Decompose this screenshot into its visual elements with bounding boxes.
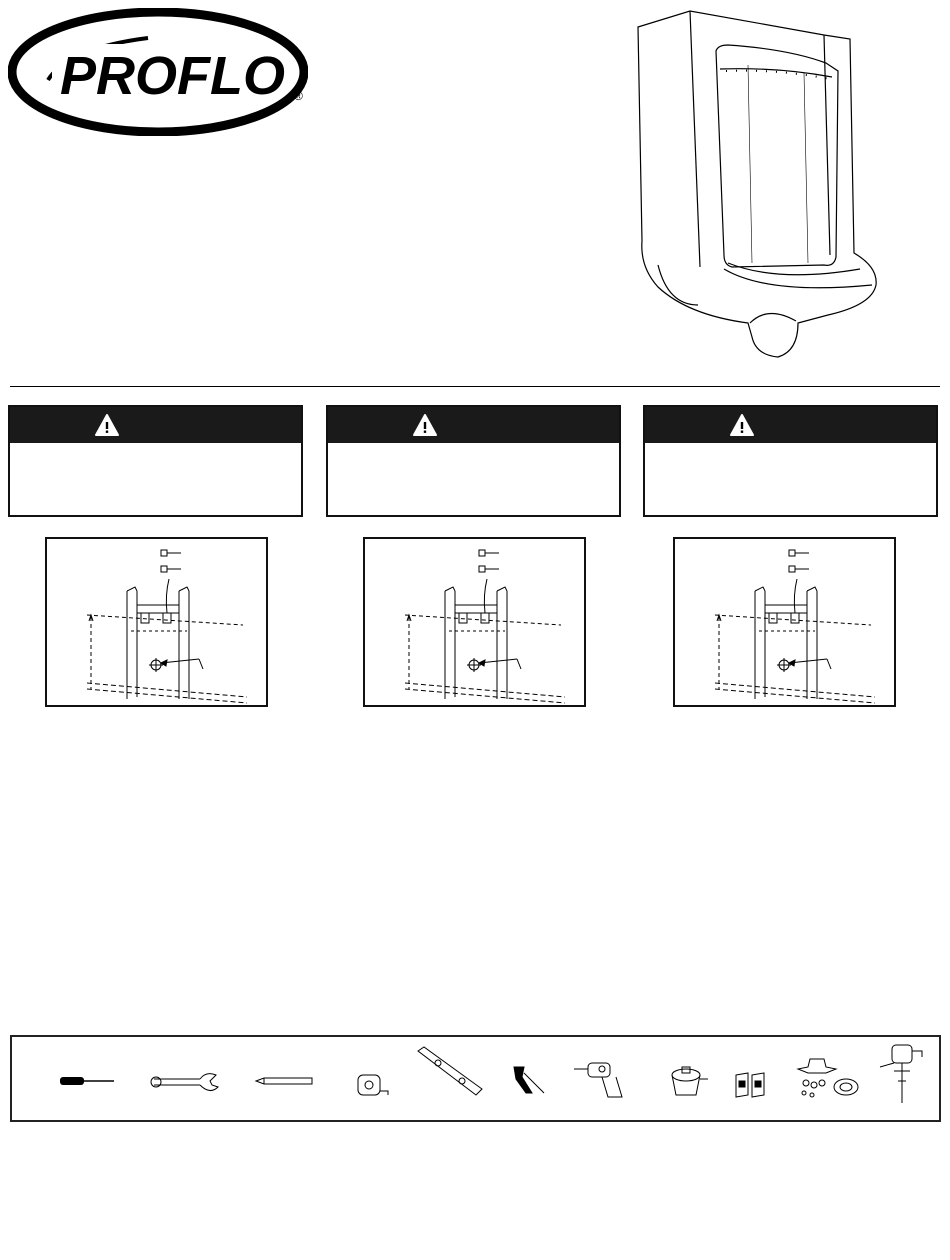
warning-triangle-icon <box>729 413 755 437</box>
screw-icon <box>161 566 181 572</box>
screw-icon <box>789 550 809 556</box>
framing-figure-2 <box>363 537 586 707</box>
warning-box-1 <box>8 405 303 517</box>
tools-box <box>10 1035 941 1122</box>
faucet-part-icon <box>666 1065 710 1101</box>
warning-header <box>328 407 619 443</box>
screw-icon <box>479 550 499 556</box>
wrench-icon <box>150 1071 220 1093</box>
warning-header <box>10 407 301 443</box>
registered-mark: ® <box>294 89 303 103</box>
pencil-icon <box>254 1076 316 1086</box>
proflo-logo <box>8 8 308 136</box>
warning-body <box>645 443 936 513</box>
warning-body <box>10 443 301 513</box>
screwdriver-icon <box>58 1075 116 1087</box>
urinal-illustration <box>628 5 883 365</box>
logo-text: PROFLO <box>60 46 285 106</box>
drill-icon <box>572 1057 628 1103</box>
tape-measure-icon <box>356 1073 390 1099</box>
framing-figure-1 <box>45 537 268 707</box>
hacksaw-icon <box>508 1063 548 1097</box>
level-icon <box>414 1045 486 1099</box>
spud-kit-icon <box>796 1053 866 1103</box>
warning-box-2 <box>326 405 621 517</box>
warning-header <box>645 407 936 443</box>
screw-icon <box>161 550 181 556</box>
warning-body <box>328 443 619 513</box>
flush-valve-icon <box>878 1041 926 1105</box>
warning-triangle-icon <box>94 413 120 437</box>
warning-triangle-icon <box>412 413 438 437</box>
warning-box-3 <box>643 405 938 517</box>
framing-figure-3 <box>673 537 896 707</box>
wall-hangers-icon <box>734 1071 768 1099</box>
section-divider <box>10 386 940 387</box>
screw-icon <box>479 566 499 572</box>
screw-icon <box>789 566 809 572</box>
